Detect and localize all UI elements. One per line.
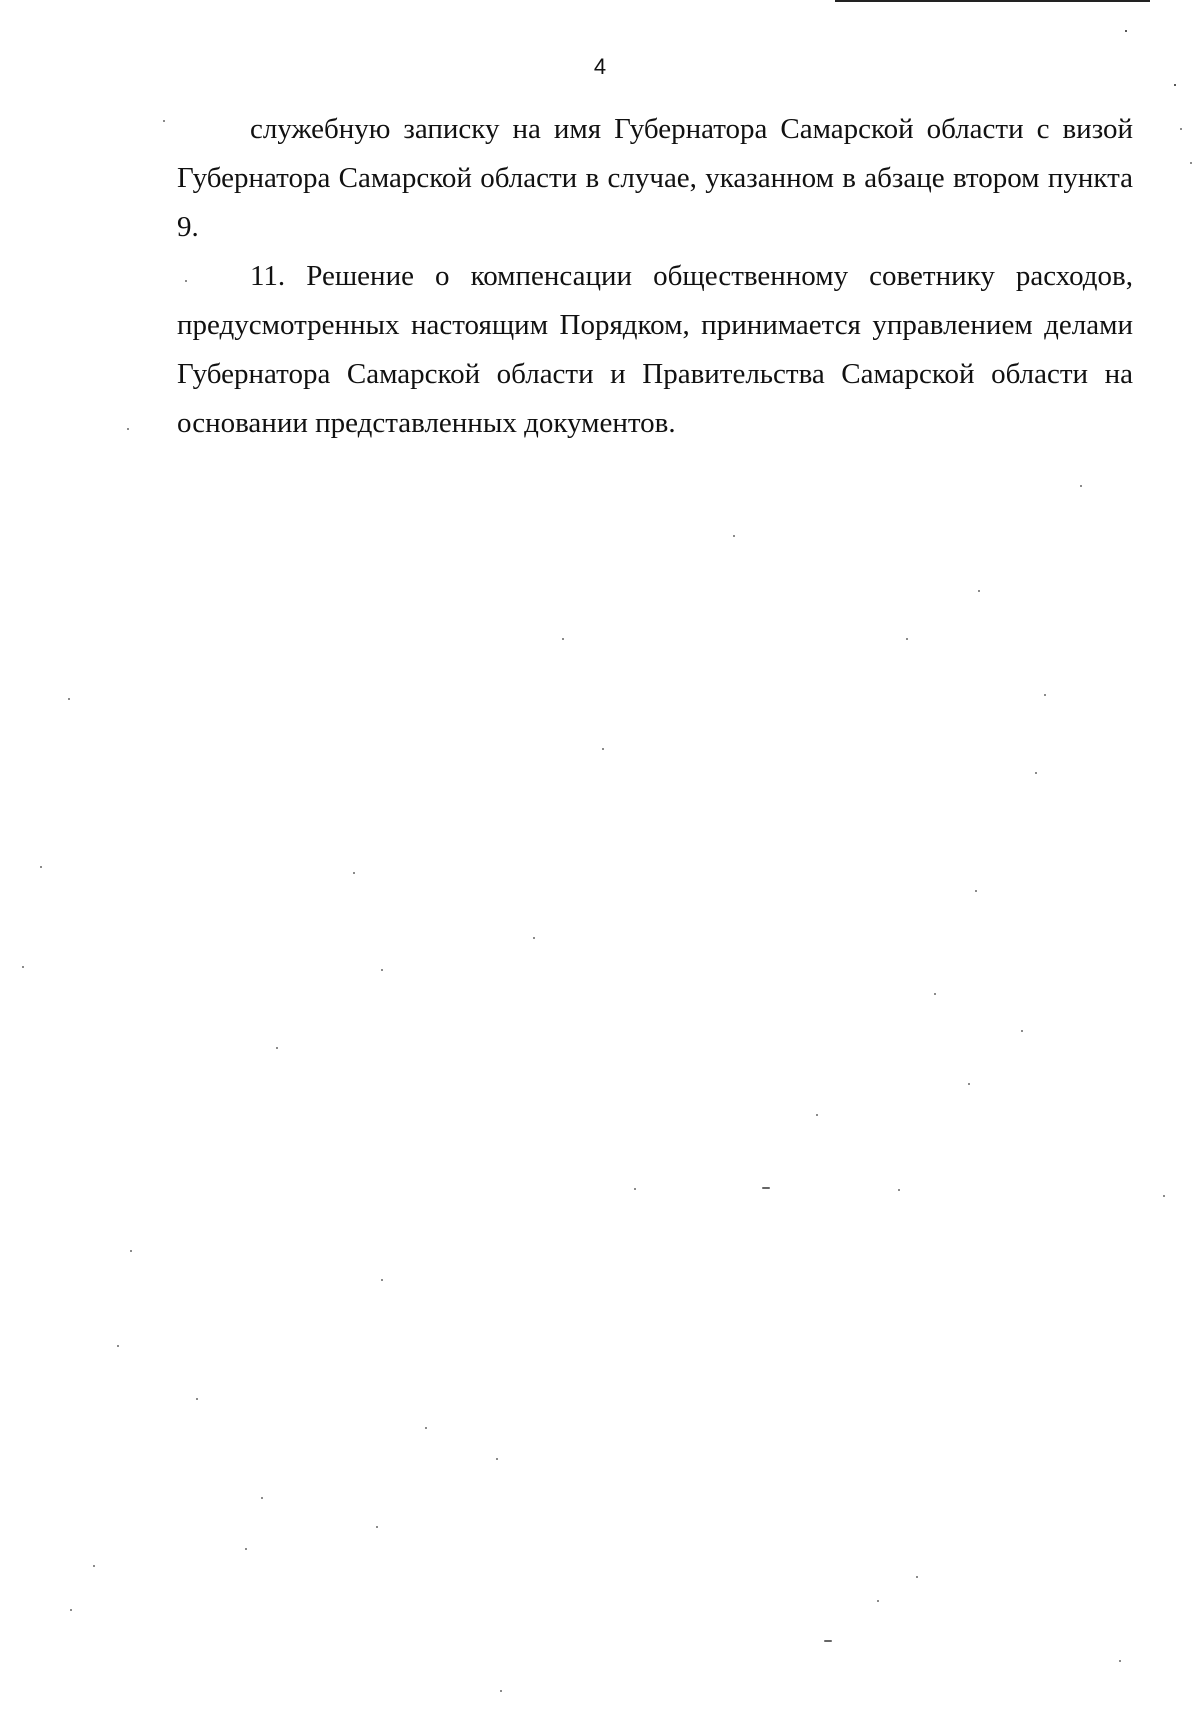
document-body (177, 105, 1133, 448)
scan-speck (1180, 128, 1182, 130)
scan-speck (127, 428, 129, 430)
scan-speck (117, 1345, 119, 1347)
scan-speck (1163, 1195, 1165, 1197)
scan-speck (733, 535, 735, 537)
scan-speck (40, 866, 42, 868)
scan-speck (533, 937, 535, 939)
scan-speck (934, 993, 936, 995)
scan-speck (376, 1526, 378, 1528)
scan-speck (381, 969, 383, 971)
scan-speck (1044, 694, 1046, 696)
scan-speck (1125, 30, 1127, 32)
scan-speck (425, 1427, 427, 1429)
scan-speck (22, 966, 24, 968)
scan-speck (916, 1576, 918, 1578)
scan-speck (1119, 1660, 1121, 1662)
scan-speck (496, 1458, 498, 1460)
scan-speck (975, 890, 977, 892)
scan-speck (196, 1398, 198, 1400)
scan-speck (276, 1047, 278, 1049)
scan-speck (261, 1497, 263, 1499)
scan-speck (978, 590, 980, 592)
scan-speck (816, 1114, 818, 1116)
scan-speck (381, 1279, 383, 1281)
scan-speck (1174, 84, 1176, 86)
scan-speck (877, 1600, 879, 1602)
scan-speck (163, 120, 165, 122)
top-edge-rule (835, 0, 1150, 2)
paragraph-continuation: служебную записку на имя Губернатора Самарской области с визой Губернатора Самарской области в случае, указанном в абзаце втором пункта 9. (177, 113, 1133, 243)
paragraph-11: 11. Решение о компенсации общественному советнику расходов, предусмотренных настоящим Порядком, принимается управлением делами Губернатора Самарской области и Правительства Самарской области на основании представленных документов. (177, 260, 1133, 439)
scan-speck (634, 1188, 636, 1190)
scan-speck (602, 748, 604, 750)
scan-speck (70, 1609, 72, 1611)
scan-speck (762, 1187, 770, 1189)
scan-speck (185, 280, 187, 282)
scan-speck (93, 1565, 95, 1567)
scan-speck (824, 1640, 832, 1642)
scan-speck (968, 1083, 970, 1085)
scan-speck (1035, 772, 1037, 774)
scan-speck (906, 638, 908, 640)
scan-speck (245, 1548, 247, 1550)
scan-speck (353, 872, 355, 874)
scan-speck (1190, 162, 1192, 164)
scan-speck (562, 638, 564, 640)
scan-speck (1080, 485, 1082, 487)
scan-speck (1021, 1030, 1023, 1032)
scan-speck (898, 1189, 900, 1191)
scan-speck (130, 1250, 132, 1252)
scan-speck (500, 1690, 502, 1692)
scan-speck (68, 698, 70, 700)
page-number: 4 (593, 54, 607, 79)
